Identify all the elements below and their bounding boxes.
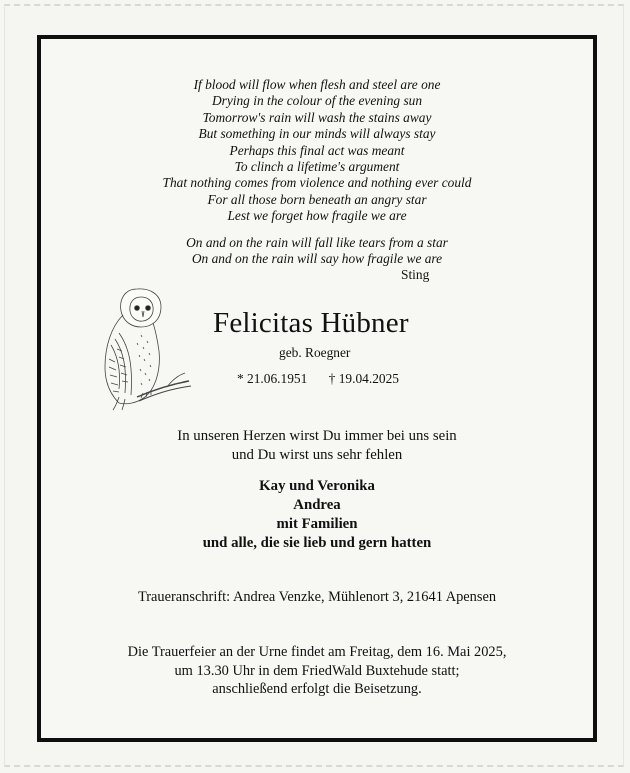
poem-line: On and on the rain will say how fragile we are bbox=[191, 251, 443, 267]
poem-line: That nothing comes from violence and nothing ever could bbox=[162, 175, 472, 191]
service-line: um 13.30 Uhr in dem FriedWald Buxtehude statt; bbox=[174, 662, 460, 679]
obituary-notice bbox=[37, 35, 597, 742]
service-line: Die Trauerfeier an der Urne findet am Freitag, dem 16. Mai 2025, bbox=[127, 644, 507, 660]
owl-icon bbox=[97, 285, 193, 411]
mourner-line: Andrea bbox=[293, 497, 341, 513]
condolence-line: In unseren Herzen wirst Du immer bei uns sein bbox=[177, 428, 457, 444]
service-line: anschließend erfolgt die Beisetzung. bbox=[212, 681, 422, 697]
mourning-address: Traueranschrift: Andrea Venzke, Mühlenort 3, 21641 Apensen bbox=[137, 589, 497, 605]
condolence-line: und Du wirst uns sehr fehlen bbox=[231, 446, 403, 463]
poem-line: If blood will flow when flesh and steel are one bbox=[193, 77, 441, 92]
life-dates bbox=[237, 371, 399, 387]
birth-date: * 21.06.1951 bbox=[237, 371, 308, 386]
maiden-name: geb. Roegner bbox=[279, 345, 351, 360]
poem bbox=[41, 77, 593, 267]
poem-line: On and on the rain will fall like tears from a star bbox=[186, 234, 448, 250]
poem-line: Tomorrow's rain will wash the stains away bbox=[202, 109, 432, 125]
mourners bbox=[41, 477, 593, 553]
death-date: † 19.04.2025 bbox=[328, 371, 399, 386]
poem-line: Lest we forget how fragile we are bbox=[227, 208, 407, 224]
poem-line: Perhaps this final act was meant bbox=[229, 142, 405, 158]
poem-line: But something in our minds will always stay bbox=[198, 126, 436, 142]
poem-line: Drying in the colour of the evening sun bbox=[211, 93, 423, 109]
mourner-line: Kay und Veronika bbox=[259, 478, 375, 494]
poem-author: Sting bbox=[401, 267, 430, 282]
poem-line: For all those born beneath an angry star bbox=[207, 191, 427, 207]
mourner-line: und alle, die sie lieb und gern hatten bbox=[202, 535, 432, 551]
condolence-text bbox=[41, 427, 593, 464]
poem-line: To clinch a lifetime's argument bbox=[234, 159, 400, 175]
mourner-line: mit Familien bbox=[276, 516, 358, 532]
deceased-name: Felicitas Hübner bbox=[213, 307, 409, 339]
service-info bbox=[41, 643, 593, 699]
